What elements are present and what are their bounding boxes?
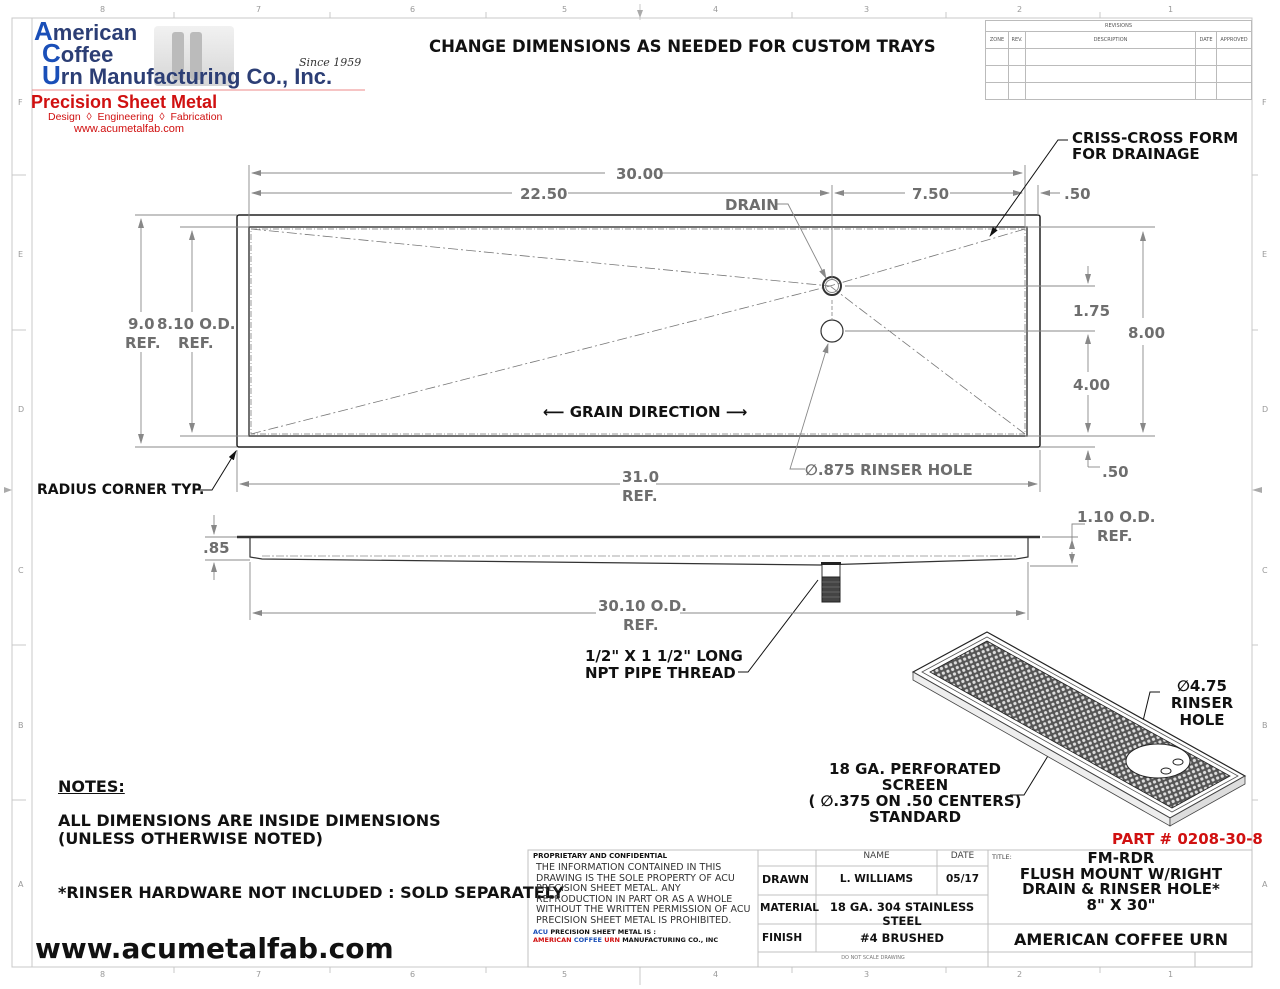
notes-heading: NOTES: [58, 777, 125, 796]
zone-label: 1 [1168, 970, 1174, 979]
zone-label: F [1262, 98, 1267, 107]
drawn-label: DRAWN [762, 873, 809, 886]
dim-flange-right: .50 [1064, 185, 1091, 203]
zone-label: 1 [1168, 5, 1174, 14]
logo-url: www.acumetalfab.com [74, 123, 185, 135]
zone-label: 7 [256, 5, 262, 14]
logo-line-urn: Urn Manufacturing Co., Inc. [42, 60, 333, 90]
proprietary-heading: PROPRIETARY AND CONFIDENTIAL [533, 852, 668, 860]
zone-label: 5 [562, 970, 568, 979]
custom-trays-heading: CHANGE DIMENSIONS AS NEEDED FOR CUSTOM TRAYS [429, 37, 936, 56]
logo-line-american: American [34, 16, 138, 46]
dim-flange-bottom: .50 [1102, 463, 1129, 481]
dim-depth: .85 [203, 539, 230, 557]
revision-row [986, 83, 1252, 100]
rev-col-rev: REV. [1009, 32, 1026, 49]
company-logo [31, 16, 369, 138]
date-header: DATE [950, 851, 975, 861]
footer-url-link[interactable]: www.acumetalfab.com [35, 932, 394, 965]
dim-rinser-to-bottom: 4.00 [1073, 376, 1111, 394]
proprietary-notice [533, 852, 755, 944]
zone-label: 7 [256, 970, 262, 979]
drawing-title: FM-RDR FLUSH MOUNT W/RIGHT DRAIN & RINSER HOLE* 8" X 30" [1019, 849, 1223, 914]
services-tagline: Design ◊ Engineering ◊ Fabrication [48, 111, 223, 123]
zone-label: A [1262, 880, 1268, 889]
dim-od-length: 30.10 O.D. [598, 597, 687, 615]
zone-label: D [1262, 405, 1269, 414]
rev-col-zone: ZONE [986, 32, 1009, 49]
zone-label: 6 [410, 970, 416, 979]
label-pipe-thread: 1/2" X 1 1/2" LONG NPT PIPE THREAD [585, 647, 743, 682]
label-perforated-screen: 18 GA. PERFORATED SCREEN ( ∅.375 ON .50 CENTERS) STANDARD [808, 760, 1022, 826]
dim-height-ref-label: REF. [125, 334, 161, 352]
zone-label: F [18, 98, 23, 107]
revisions-table [985, 20, 1252, 100]
part-number: PART # 0208-30-8 [1112, 830, 1263, 848]
dim-overall-inside: 30.00 [616, 165, 664, 183]
revision-row [986, 49, 1252, 66]
revisions-title: REVISIONS [986, 21, 1252, 32]
zone-label: 3 [864, 970, 870, 979]
dim-height-od-label: REF. [178, 334, 214, 352]
dim-inside-height: 8.00 [1128, 324, 1166, 342]
label-grain-direction: ⟵ GRAIN DIRECTION ⟶ [543, 403, 748, 421]
zone-label: C [1262, 566, 1268, 575]
zone-label: 2 [1017, 5, 1023, 14]
dim-drain-from-left: 22.50 [520, 185, 568, 203]
zone-label: 8 [100, 970, 106, 979]
company-name: AMERICAN COFFEE URN [1014, 930, 1228, 949]
zone-label: B [18, 721, 24, 730]
zone-label: 4 [713, 5, 719, 14]
label-rinser-hole: ∅.875 RINSER HOLE [805, 461, 973, 479]
zone-label: 5 [562, 5, 568, 14]
rev-col-approved: APPROVED [1217, 32, 1252, 49]
zone-label: 4 [713, 970, 719, 979]
drawn-name: L. WILLIAMS [839, 873, 914, 885]
scale-note: DO NOT SCALE DRAWING [841, 955, 905, 961]
zone-label: C [18, 566, 24, 575]
notes-dimensions: ALL DIMENSIONS ARE INSIDE DIMENSIONS (UNLESS OTHERWISE NOTED) [58, 811, 441, 848]
rev-col-description: DESCRIPTION [1026, 32, 1196, 49]
dim-od-length-label: REF. [623, 616, 659, 634]
dim-od-height-label: REF. [1097, 527, 1133, 545]
division-name: Precision Sheet Metal [31, 92, 218, 112]
label-criss-cross: CRISS-CROSS FORM FOR DRAINAGE [1072, 129, 1239, 163]
zone-label: E [1262, 250, 1268, 259]
zone-label: E [18, 250, 24, 259]
dim-overall-width-label: REF. [622, 487, 658, 505]
title-label: TITLE: [992, 853, 1012, 861]
zone-label: B [1262, 721, 1268, 730]
zone-label: D [18, 405, 25, 414]
label-radius-corner: RADIUS CORNER TYP. [37, 482, 205, 498]
zone-label: 6 [410, 5, 416, 14]
proprietary-text: THE INFORMATION CONTAINED IN THIS DRAWING IS THE SOLE PROPERTY OF ACU PRECISION SHEET METAL. ANY REPRODUCTION IN PART OR AS A WHOLE WITHOUT THE WRITTEN PERMISSION OF ACU PRECISION SHEET METAL IS PROHIBITED. [536, 862, 751, 926]
dim-height-ref: 9.0 [128, 315, 155, 333]
dim-height-od: 8.10 O.D. [157, 315, 236, 333]
finish-value: #4 BRUSHED [860, 931, 944, 945]
logo-line-coffee: Coffee [42, 38, 114, 68]
name-header: NAME [863, 851, 890, 861]
finish-label: FINISH [762, 932, 803, 944]
zone-label: 8 [100, 5, 106, 14]
dim-overall-width: 31.0 [622, 468, 660, 486]
notes-rinser-hardware: *RINSER HARDWARE NOT INCLUDED : SOLD SEPARATELY [58, 883, 564, 902]
zone-label: 2 [1017, 970, 1023, 979]
material-value: 18 GA. 304 STAINLESS STEEL [829, 900, 975, 928]
acu-statement-2: AMERICAN COFFEE URN MANUFACTURING CO., INC [533, 936, 719, 944]
rev-col-date: DATE [1196, 32, 1217, 49]
zone-label: 3 [864, 5, 870, 14]
dim-od-height: 1.10 O.D. [1077, 508, 1156, 526]
since-label: Since 1959 [299, 56, 362, 69]
label-drain: DRAIN [725, 196, 779, 214]
dim-drain-to-rinser: 1.75 [1073, 302, 1111, 320]
zone-label: A [18, 880, 24, 889]
revision-row [986, 66, 1252, 83]
label-iso-rinser-hole: ∅4.75 RINSER HOLE [1170, 677, 1234, 729]
acu-statement-1: ACU PRECISION SHEET METAL IS : [533, 928, 657, 936]
material-label: MATERIAL [760, 902, 819, 914]
dim-drain-from-right: 7.50 [912, 185, 950, 203]
side-view-tray [237, 537, 1040, 602]
drawn-date: 05/17 [945, 873, 980, 885]
